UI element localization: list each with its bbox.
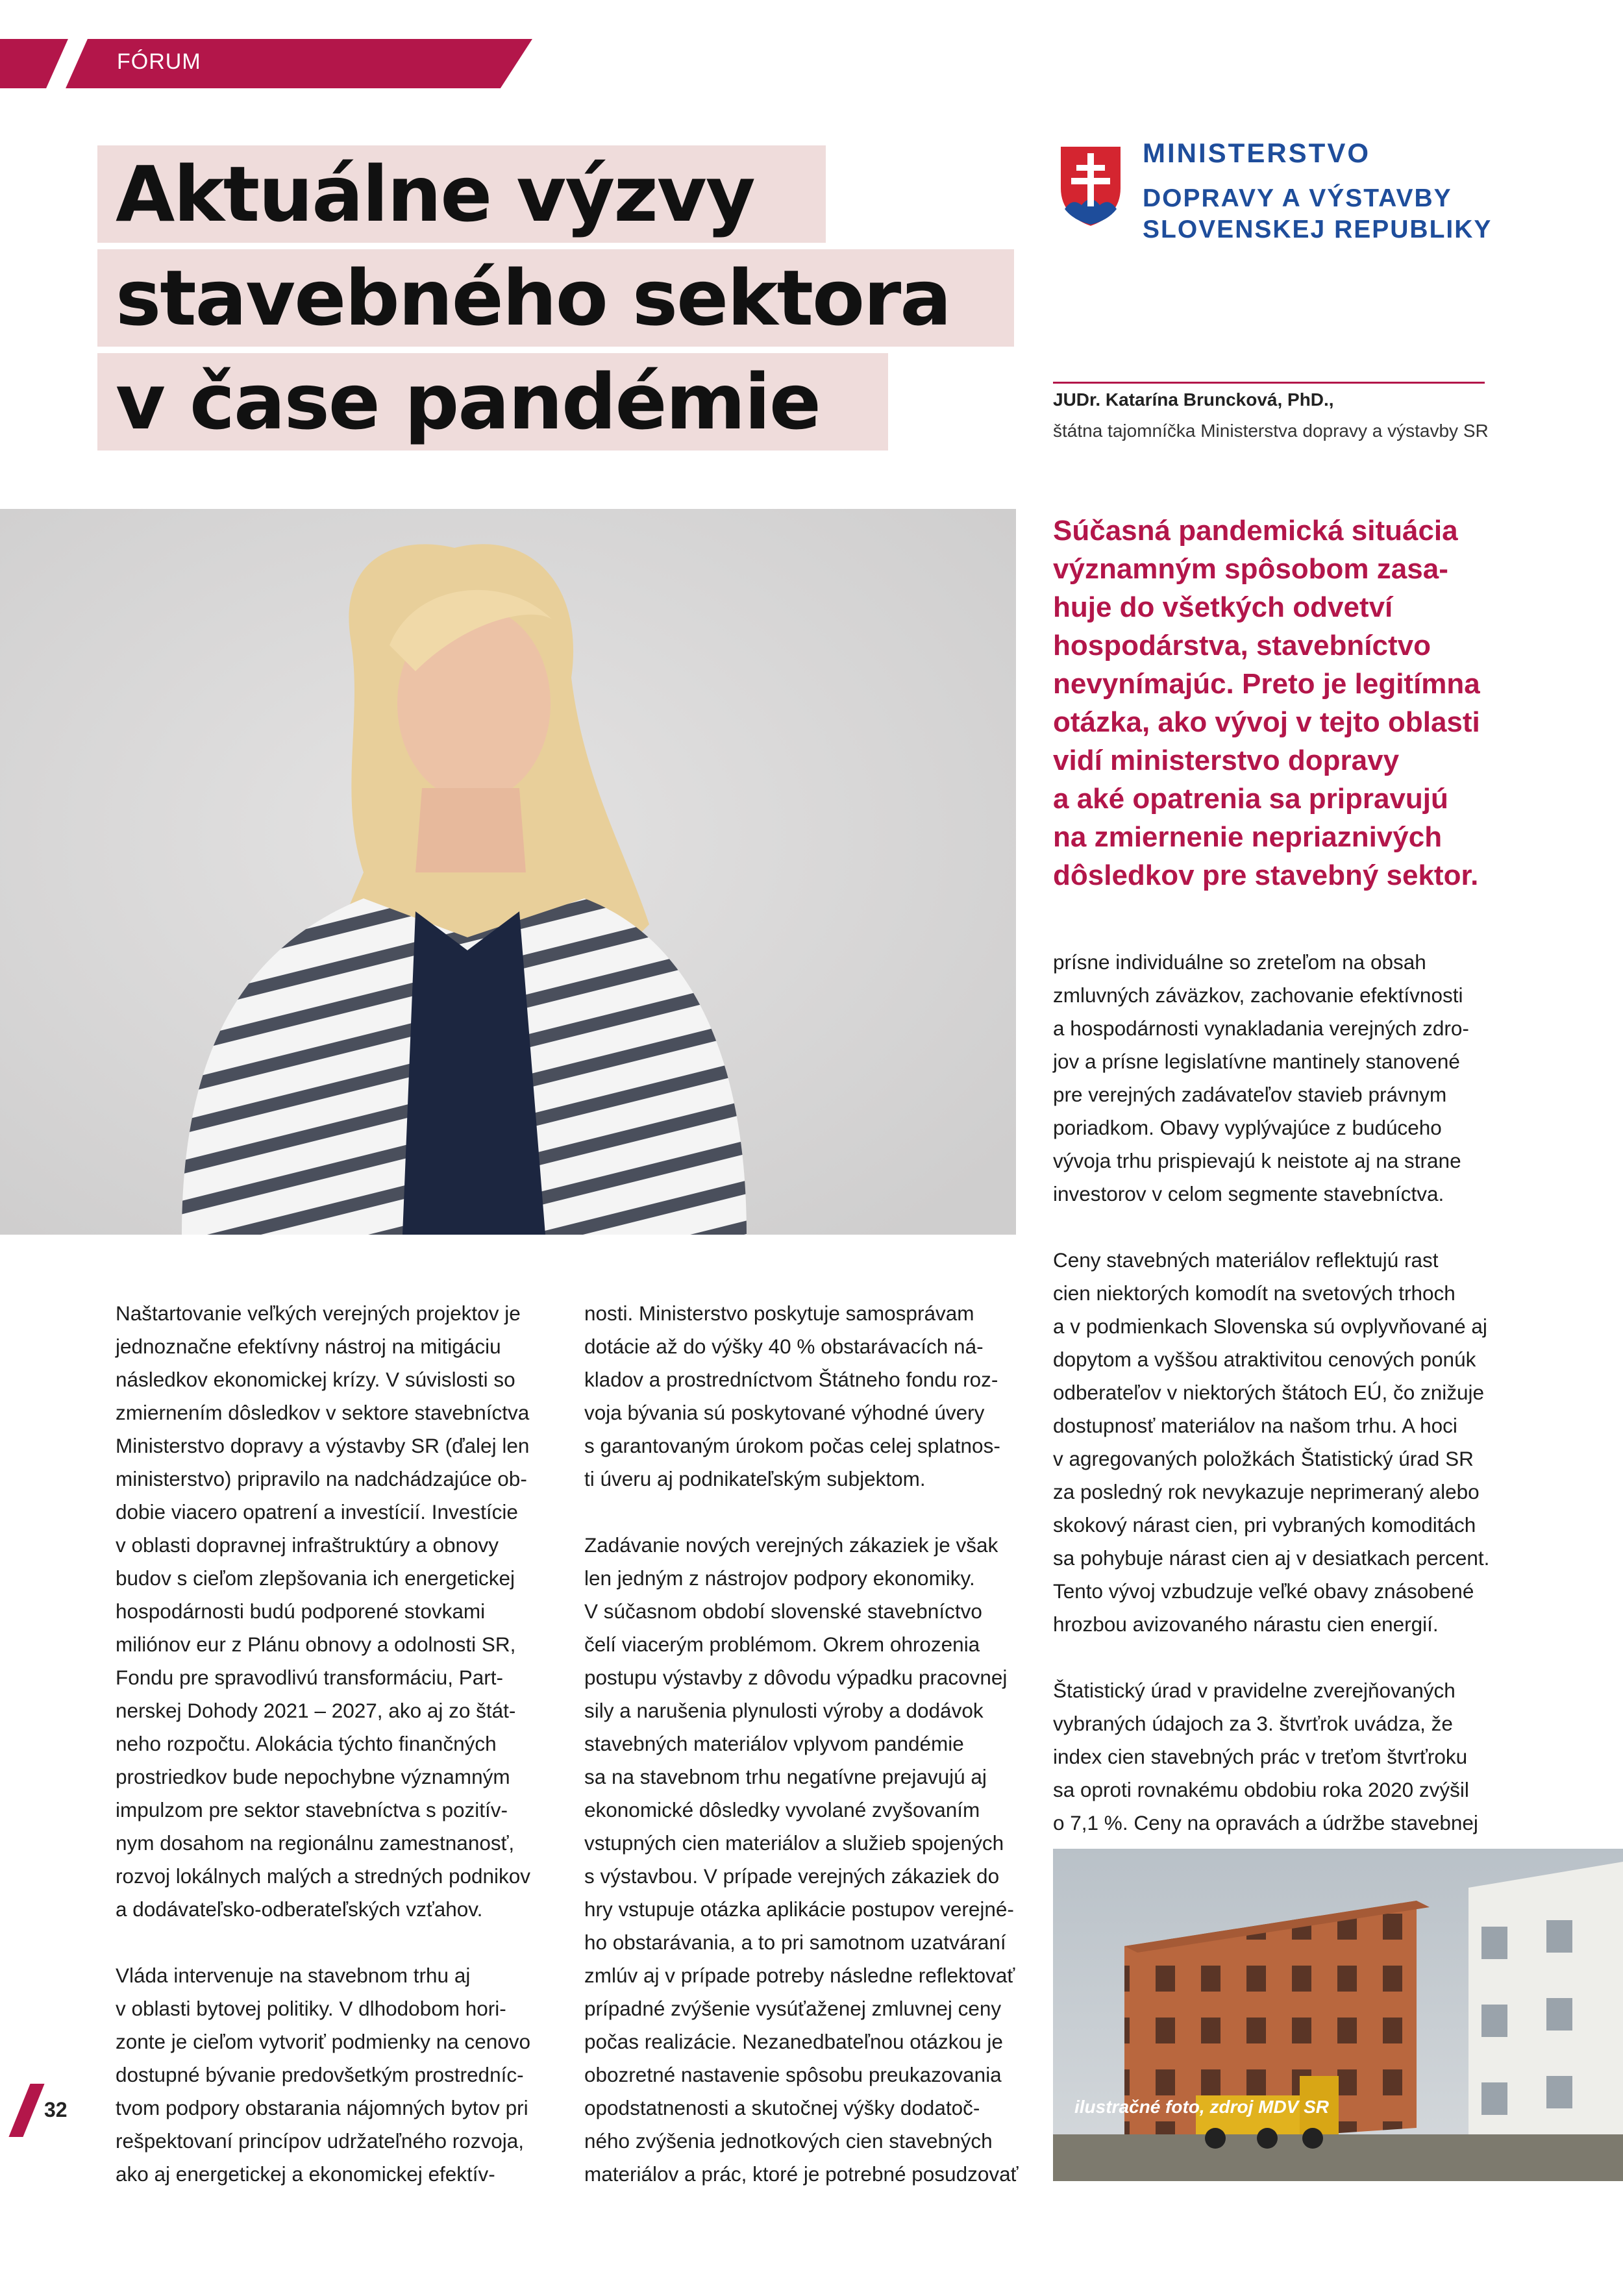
text-line: hospodárnosti budú podporené stovkami [116, 1599, 486, 1623]
text-line: zonte je cieľom vytvoriť podmienky na cenovo [116, 2030, 531, 2053]
author-role: štátna tajomníčka Ministerstva dopravy a výstavby SR [1053, 421, 1489, 441]
lead-line: Súčasná pandemická situácia [1053, 515, 1458, 547]
paragraph [1053, 946, 1559, 1211]
text-line: zmluvných záväzkov, zachovanie efektívnosti [1053, 983, 1463, 1007]
text-line: dostupnosť materiálov na našom trhu. A hoci [1053, 1414, 1457, 1437]
text-line: s výstavbou. V prípade verejných zákaziek do [584, 1864, 1000, 1888]
text-line: sa pohybuje nárast cien aj v desiatkach percent. [1053, 1546, 1490, 1570]
text-line: Tento vývoj vzbudzuje veľké obavy znásobené [1053, 1579, 1474, 1603]
text-line: tvom podpory obstarania nájomných bytov pri [116, 2096, 528, 2119]
text-line: investorov v celom segmente stavebníctva. [1053, 1182, 1444, 1205]
text-line: ného zvýšenia jednotkových cien stavebných [584, 2129, 993, 2153]
text-line: Štatistický úrad v pravidelne zverejňovaných [1053, 1679, 1456, 1702]
text-line: dotácie až do výšky 40 % obstarávacích ná- [584, 1335, 984, 1358]
title-line-1: Aktuálne výzvy [116, 149, 754, 239]
text-line: dobie viacero opatrení a investícií. Investície [116, 1500, 518, 1524]
paragraph [584, 1297, 1039, 1496]
portrait-photo [0, 509, 1016, 1235]
construction-photo [1053, 1849, 1623, 2181]
page-number-slash [8, 2084, 44, 2137]
paragraph [116, 1297, 570, 1926]
text-line: čelí viacerým problémom. Okrem ohrozenia [584, 1633, 980, 1656]
text-line: Ceny stavebných materiálov reflektujú rast [1053, 1248, 1439, 1272]
text-line: ministerstvo) pripravilo na nadchádzajúce ob- [116, 1467, 527, 1490]
text-line: sa na stavebnom trhu negatívne prejavujú aj [584, 1765, 987, 1788]
lead-line: významným spôsobom zasa- [1053, 553, 1448, 585]
text-line: v oblasti bytovej politiky. V dlhodobom hori- [116, 1997, 506, 2020]
text-line: Naštartovanie veľkých verejných projektov je [116, 1302, 521, 1325]
title-line-3-bg [97, 353, 888, 451]
text-line: len jedným z nástrojov podpory ekonomiky. [584, 1566, 975, 1590]
ministry-name-line-2: DOPRAVY A VÝSTAVBY [1143, 184, 1452, 212]
photo-caption: ilustračné foto, zdroj MDV SR [1074, 2097, 1330, 2117]
text-line: vybraných údajoch za 3. štvrťrok uvádza, že [1053, 1712, 1453, 1735]
title-line-3: v čase pandémie [116, 357, 820, 447]
text-line: nym dosahom na regionálnu zamestnanosť, [116, 1831, 515, 1855]
text-line: v oblasti dopravnej infraštruktúry a obnovy [116, 1533, 499, 1557]
text-line: vývoja trhu prispievajú k neistote aj na strane [1053, 1149, 1461, 1172]
lead-paragraph [1053, 512, 1501, 895]
text-line: vstupných cien materiálov a služieb spojených [584, 1831, 1004, 1855]
text-line: prísne individuálne so zreteľom na obsah [1053, 950, 1426, 974]
title-line-2-bg [97, 249, 1014, 347]
lead-line: a aké opatrenia sa pripravujú [1053, 783, 1448, 815]
body-column-1 [116, 1297, 570, 2191]
text-line: zmiernením dôsledkov v sektore stavebníctva [116, 1401, 530, 1424]
text-line: stavebných materiálov vplyvom pandémie [584, 1732, 964, 1755]
text-line: zmlúv aj v prípade potreby následne reflektovať [584, 1964, 1015, 1987]
text-line: hrozbou avizovaného nárastu cien energií. [1053, 1612, 1439, 1636]
lead-line: nevynímajúc. Preto je legitímna [1053, 668, 1480, 700]
paragraph [584, 1529, 1039, 2191]
lead-line: dôsledkov pre stavebný sektor. [1053, 859, 1479, 891]
lead-line: na zmiernenie nepriaznivých [1053, 821, 1443, 853]
title-line-1-bg [97, 145, 826, 243]
text-line: následkov ekonomickej krízy. V súvislosti so [116, 1368, 515, 1391]
author-name: JUDr. Katarína Bruncková, PhD., [1053, 389, 1334, 410]
text-line: a dodávateľsko-odberateľských vzťahov. [116, 1897, 483, 1921]
text-line: rozvoj lokálnych malých a stredných podnikov [116, 1864, 531, 1888]
text-line: materiálov a prác, ktoré je potrebné posudzovať [584, 2162, 1019, 2186]
slovak-coat-of-arms-icon [1057, 143, 1124, 228]
text-line: voja bývania sú poskytované výhodné úvery [584, 1401, 985, 1424]
text-line: budov s cieľom zlepšovania ich energetickej [116, 1566, 515, 1590]
text-line: kladov a prostredníctvom Štátneho fondu roz- [584, 1368, 998, 1391]
text-line: hry vstupuje otázka aplikácie postupov verejné- [584, 1897, 1014, 1921]
ministry-name-line-3: SLOVENSKEJ REPUBLIKY [1143, 216, 1493, 243]
text-line: nerskej Dohody 2021 – 2027, ako aj zo štát- [116, 1699, 516, 1722]
text-line: postupu výstavby z dôvodu výpadku pracovnej [584, 1666, 1008, 1689]
text-line: index cien stavebných prác v treťom štvrťroku [1053, 1745, 1468, 1768]
text-line: ekonomické dôsledky vyvolané zvyšovaním [584, 1798, 980, 1821]
text-line: poriadkom. Obavy vyplývajúce z budúceho [1053, 1116, 1442, 1139]
text-line: s garantovaným úrokom počas celej splatnos- [584, 1434, 1000, 1457]
text-line: ti úveru aj podnikateľským subjektom. [584, 1467, 926, 1490]
page-number: 32 [44, 2098, 68, 2121]
text-line: za posledný rok nevykazuje neprimeraný alebo [1053, 1480, 1480, 1503]
lead-line: vidí ministerstvo dopravy [1053, 745, 1400, 776]
text-line: sily a narušenia plynulosti výroby a dodávok [584, 1699, 984, 1722]
text-line: V súčasnom období slovenské stavebníctvo [584, 1599, 982, 1623]
text-line: Fondu pre spravodlivú transformáciu, Part- [116, 1666, 504, 1689]
body-column-3 [1053, 946, 1559, 1840]
text-line: Ministerstvo dopravy a výstavby SR (ďalej len [116, 1434, 530, 1457]
text-line: prostriedkov bude nepochybne významným [116, 1765, 510, 1788]
text-line: v agregovaných položkách Štatistický úrad SR [1053, 1447, 1474, 1470]
text-line: Zadávanie nových verejných zákaziek je však [584, 1533, 998, 1557]
text-line: dopytom a vyššou atraktivitou cenových ponúk [1053, 1348, 1476, 1371]
text-line: a v podmienkach Slovenska sú ovplyvňované aj [1053, 1315, 1487, 1338]
text-line: opodstatnenosti a skutočnej výšky dodatoč- [584, 2096, 980, 2119]
text-line: jednoznačne efektívny nástroj na mitigáciu [116, 1335, 501, 1358]
text-line: ho obstarávania, a to pri samotnom uzatváraní [584, 1931, 1006, 1954]
text-line: neho rozpočtu. Alokácia týchto finančných [116, 1732, 497, 1755]
text-line: o 7,1 %. Ceny na opravách a údržbe stavebnej [1053, 1811, 1478, 1834]
text-line: dostupné bývanie predovšetkým prostredníc- [116, 2063, 524, 2086]
text-line: Vláda intervenuje na stavebnom trhu aj [116, 1964, 471, 1987]
text-line: odberateľov v niektorých štátoch EÚ, čo znižuje [1053, 1381, 1485, 1404]
lead-line: huje do všetkých odvetví [1053, 591, 1393, 623]
text-line: a hospodárnosti vynakladania verejných zdro- [1053, 1017, 1469, 1040]
text-line: skokový nárast cien, pri vybraných komoditách [1053, 1513, 1476, 1537]
lead-line: hospodárstva, stavebníctvo [1053, 630, 1431, 661]
text-line: rešpektovaní princípov udržateľného rozvoja, [116, 2129, 525, 2153]
paragraph [1053, 1674, 1559, 1840]
text-line: cien niektorých komodít na svetových trhoch [1053, 1281, 1456, 1305]
body-column-2 [584, 1297, 1039, 2191]
ministry-name-line-1: MINISTERSTVO [1143, 138, 1371, 168]
text-line: jov a prísne legislatívne mantinely stanovené [1053, 1050, 1460, 1073]
author-divider [1053, 382, 1485, 384]
section-label: FÓRUM [117, 49, 201, 74]
lead-line: otázka, ako vývoj v tejto oblasti [1053, 706, 1480, 738]
text-line: nosti. Ministerstvo poskytuje samosprávam [584, 1302, 974, 1325]
text-line: miliónov eur z Plánu obnovy a odolnosti SR, [116, 1633, 516, 1656]
text-line: obozretné nastavenie spôsobu preukazovania [584, 2063, 1002, 2086]
text-line: sa oproti rovnakému obdobiu roka 2020 zvýšil [1053, 1778, 1469, 1801]
paragraph [1053, 1244, 1559, 1641]
paragraph [116, 1959, 570, 2191]
text-line: impulzom pre sektor stavebníctva s pozitív- [116, 1798, 508, 1821]
text-line: prípadné zvýšenie vysúťaženej zmluvnej ceny [584, 1997, 1002, 2020]
title-line-2: stavebného sektora [116, 253, 950, 343]
text-line: ako aj energetickej a ekonomickej efektív- [116, 2162, 495, 2186]
text-line: počas realizácie. Nezanedbateľnou otázkou je [584, 2030, 1003, 2053]
text-line: pre verejných zadávateľov stavieb právnym [1053, 1083, 1447, 1106]
